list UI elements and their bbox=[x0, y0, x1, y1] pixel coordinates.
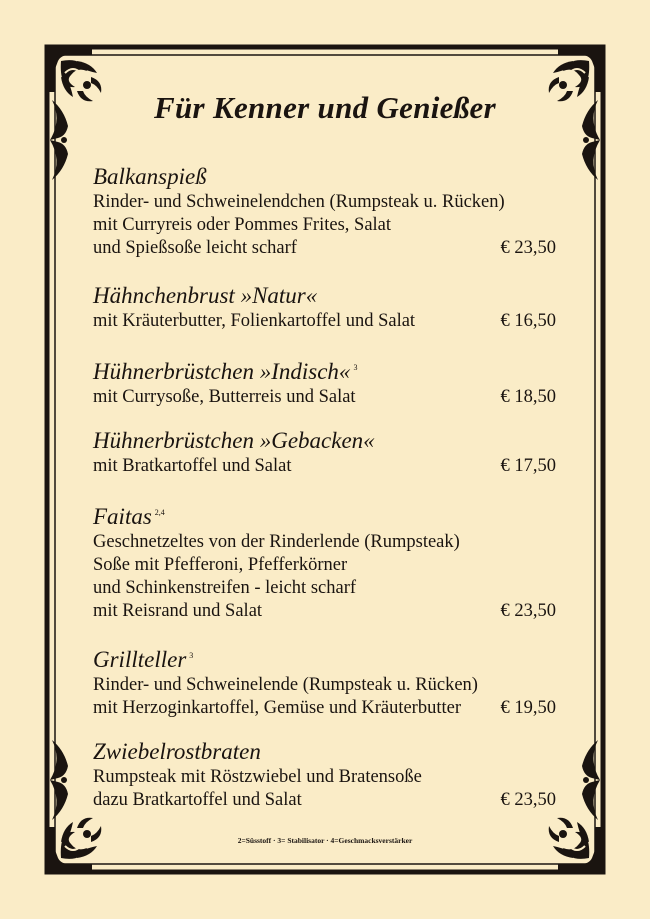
dish-name bbox=[93, 427, 556, 455]
dish-name-text: Faitas bbox=[93, 504, 152, 529]
menu-item bbox=[93, 499, 556, 623]
dish-name-text: Balkanspieß bbox=[93, 164, 207, 189]
menu-item bbox=[93, 354, 556, 409]
description-text: mit Herzoginkartoffel, Gemüse und Kräuterbutter bbox=[93, 698, 461, 718]
description-text: Soße mit Pfefferoni, Pfefferkörner bbox=[93, 555, 348, 575]
description-text: und Schinkenstreifen - leicht scharf bbox=[93, 578, 357, 598]
additive-note: 3 bbox=[189, 651, 194, 660]
dish-description-line bbox=[93, 455, 556, 478]
dish-description-line bbox=[93, 766, 556, 789]
dish-name bbox=[93, 354, 556, 386]
menu-item bbox=[93, 642, 556, 720]
dish-name bbox=[93, 282, 556, 310]
dish-description-line bbox=[93, 789, 556, 812]
description-text: Rinder- und Schweinelendchen (Rumpsteak u. Rücken) bbox=[93, 192, 505, 212]
dish-description-line bbox=[93, 310, 556, 333]
dish-description-line bbox=[93, 191, 556, 214]
dish-price: € 16,50 bbox=[500, 311, 556, 331]
dish-description-line bbox=[93, 386, 556, 409]
dish-price: € 17,50 bbox=[500, 456, 556, 476]
description-text: mit Kräuterbutter, Folienkartoffel und Salat bbox=[93, 311, 416, 331]
dish-name bbox=[93, 642, 556, 674]
description-text: und Spießsoße leicht scharf bbox=[93, 238, 297, 258]
description-text: mit Currysoße, Butterreis und Salat bbox=[93, 387, 356, 407]
menu-item bbox=[93, 427, 556, 478]
dish-price: € 19,50 bbox=[500, 698, 556, 718]
dish-name-text: Zwiebelrostbraten bbox=[93, 739, 261, 764]
dish-name-text: Hähnchenbrust »Natur« bbox=[93, 283, 318, 308]
dish-description-line bbox=[93, 674, 556, 697]
description-text: mit Reisrand und Salat bbox=[93, 601, 263, 621]
description-text: Geschnetzeltes von der Rinderlende (Rumpsteak) bbox=[93, 532, 460, 552]
dish-description-line bbox=[93, 577, 556, 600]
menu-title: Für Kenner und Genießer bbox=[154, 90, 496, 125]
description-text: dazu Bratkartoffel und Salat bbox=[93, 790, 302, 810]
dish-description-line bbox=[93, 237, 556, 260]
dish-price: € 23,50 bbox=[500, 238, 556, 258]
menu-item bbox=[93, 738, 556, 812]
additive-note: 2,4 bbox=[154, 508, 165, 517]
dish-name bbox=[93, 738, 556, 766]
menu-item bbox=[93, 163, 556, 260]
description-text: mit Curryreis oder Pommes Frites, Salat bbox=[93, 215, 392, 235]
dish-name bbox=[93, 499, 556, 531]
dish-name-text: Hühnerbrüstchen »Gebacken« bbox=[93, 428, 375, 453]
dish-description-line bbox=[93, 697, 556, 720]
dish-description-line bbox=[93, 531, 556, 554]
dish-name-text: Grillteller bbox=[93, 647, 187, 672]
additive-footnote: 2=Süsstoff · 3= Stabilisator · 4=Geschmacksverstärker bbox=[237, 836, 413, 845]
dish-description-line bbox=[93, 600, 556, 623]
dish-name bbox=[93, 163, 556, 191]
dish-description-line bbox=[93, 214, 556, 237]
dish-price: € 23,50 bbox=[500, 601, 556, 621]
description-text: Rinder- und Schweinelende (Rumpsteak u. Rücken) bbox=[93, 675, 478, 695]
description-text: Rumpsteak mit Röstzwiebel und Bratensoße bbox=[93, 767, 422, 787]
dish-price: € 18,50 bbox=[500, 387, 556, 407]
dish-description-line bbox=[93, 554, 556, 577]
dish-price: € 23,50 bbox=[500, 790, 556, 810]
additive-note: 3 bbox=[353, 363, 358, 372]
dish-name-text: Hühnerbrüstchen »Indisch« bbox=[93, 359, 351, 384]
menu-item bbox=[93, 282, 556, 333]
description-text: mit Bratkartoffel und Salat bbox=[93, 456, 292, 476]
